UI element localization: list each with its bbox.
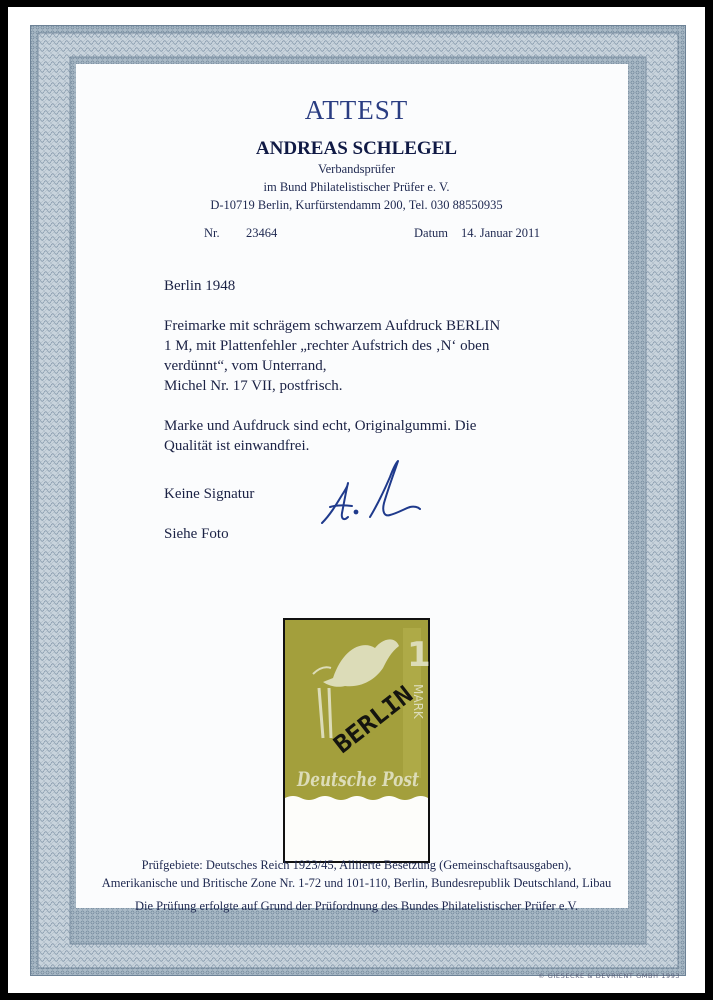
examiner-role: Verbandsprüfer [317,162,396,176]
certificate-body [164,276,624,456]
spacer [164,396,624,416]
examiner-association: im Bund Philatelistischer Prüfer e. V. [263,180,450,194]
number-value: 23464 [246,226,278,240]
footer-regulation: Die Prüfung erfolgte auf Grund der Prüfordnung des Bundes Philatelistischer Prüfer e.V. [134,899,579,913]
date-value: 14. Januar 2011 [461,226,541,240]
stamp-value: 1 [407,635,431,675]
stamp-inscription: Deutsche Post [296,767,420,791]
description-line: Freimarke mit schrägem schwarzem Aufdruck BERLIN [164,318,501,334]
footer-scope-line: Prüfgebiete: Deutsches Reich 1923/45, Alliierte Besetzung (Gemeinschaftsausgaben), [141,858,572,872]
description-line: verdünnt“, vom Unterrand, [164,358,327,374]
spacer [164,296,624,316]
photo-note: Siehe Foto [164,526,229,542]
body-heading: Berlin 1948 [164,278,236,294]
description-line: 1 M, mit Plattenfehler „rechter Aufstrich des ‚N‘ oben [164,338,490,354]
assessment-line: Qualität ist einwandfrei. [164,438,310,454]
certificate-title: ATTEST [304,95,409,125]
examiner-address: D-10719 Berlin, Kurfürstendamm 200, Tel. 030 88550935 [210,198,503,212]
assessment-line: Marke und Aufdruck sind echt, Originalgummi. Die [164,418,477,434]
printer-imprint: © GIESECKE & DEVRIENT GMBH 1993 [538,972,681,980]
stamp-photo [283,618,430,863]
stamp-denomination: MARK [411,684,425,719]
footer-scope-line: Amerikanische und Britische Zone Nr. 1-72 und 101-110, Berlin, Bundesrepublik Deutschland, Libau [101,876,612,890]
signature-note: Keine Signatur [164,486,255,502]
stamp-overprint: BERLIN [328,683,414,759]
date-label: Datum [414,226,449,240]
handwritten-signature [310,455,450,535]
number-label: Nr. [204,226,220,240]
examiner-name: ANDREAS SCHLEGEL [255,138,458,159]
description-line: Michel Nr. 17 VII, postfrisch. [164,378,343,394]
